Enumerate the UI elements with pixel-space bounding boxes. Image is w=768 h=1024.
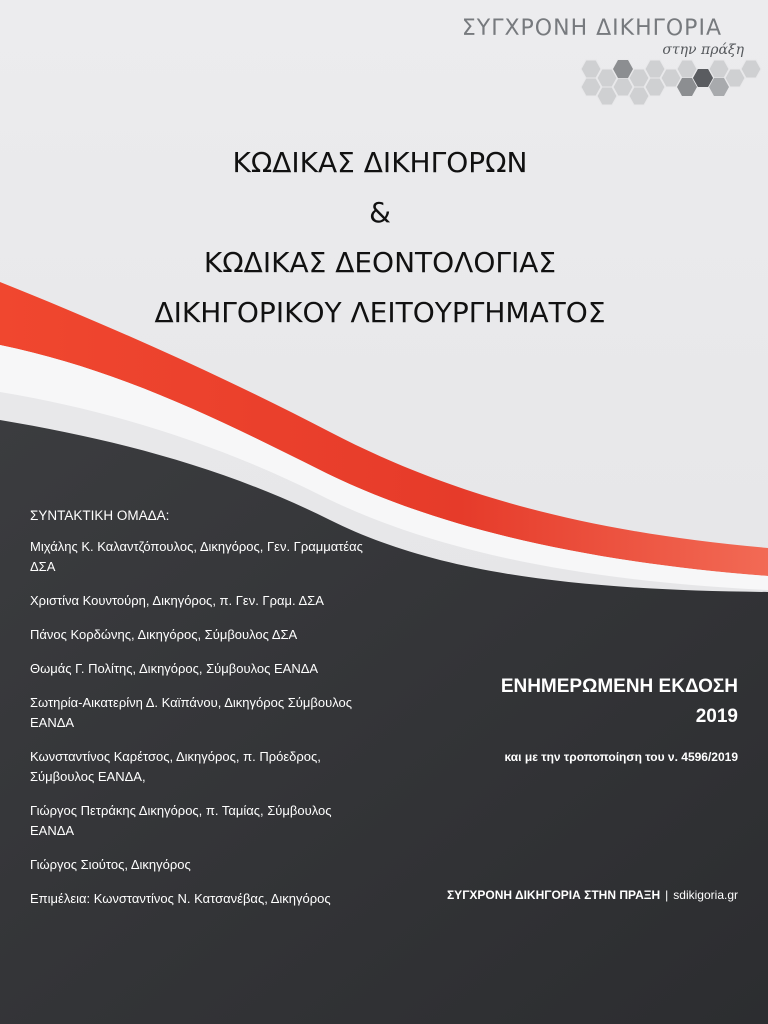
team-member: Θωμάς Γ. Πολίτης, Δικηγόρος, Σύμβουλος ΕΑΝΔΑ [30,661,319,676]
footer-separator: | [665,888,669,902]
logo-title: ΣΥΓΧΡΟΝΗ ΔΙΚΗΓΟΡΙΑ [461,16,722,41]
footer-brand: ΣΥΓΧΡΟΝΗ ΔΙΚΗΓΟΡΙΑ ΣΤΗΝ ΠΡΑΞΗ [446,888,661,902]
edition-label: ΕΝΗΜΕΡΩΜΕΝΗ ΕΚΔΟΣΗ [500,676,738,697]
team-member: Επιμέλεια: Κωνσταντίνος Ν. Κατσανέβας, Δικηγόρος [30,891,331,906]
edition-info [501,672,738,732]
edition-year: 2019 [695,706,738,727]
footer-website-link[interactable]: sdikigoria.gr [673,888,738,902]
amendment-note: και με την τροποποίηση του ν. 4596/2019 [504,750,738,764]
team-member: Χριστίνα Κουντούρη, Δικηγόρος, π. Γεν. Γραμ. ΔΣΑ [30,593,324,608]
team-heading: ΣΥΝΤΑΚΤΙΚΗ ΟΜΑΔΑ: [30,508,170,523]
document-title [0,138,760,338]
title-line-3: ΚΩΔΙΚΑΣ ΔΕΟΝΤΟΛΟΓΙΑΣ [203,246,557,279]
hexagon-pattern-icon [572,56,762,112]
team-member: Γιώργος Πετράκης Δικηγόρος, π. Ταμίας, Σύμβουλος ΕΑΝΔΑ [30,803,332,838]
title-ampersand: & [369,196,391,229]
team-member: Μιχάλης Κ. Καλαντζόπουλος, Δικηγόρος, Γεν. Γραμματέας ΔΣΑ [30,539,363,574]
publisher-footer [447,888,738,902]
logo-subtitle: στην πράξη [662,42,744,58]
title-line-1: ΚΩΔΙΚΑΣ ΔΙΚΗΓΟΡΩΝ [232,146,528,179]
editorial-team [30,508,370,923]
team-member: Γιώργος Σιούτος, Δικηγόρος [30,857,191,872]
team-member: Κωνσταντίνος Καρέτσος, Δικηγόρος, π. Πρόεδρος, Σύμβουλος ΕΑΝΔΑ, [30,749,321,784]
team-member: Σωτηρία-Αικατερίνη Δ. Καϊπάνου, Δικηγόρος Σύμβουλος ΕΑΝΔΑ [30,695,353,730]
publisher-logo [461,8,762,108]
title-line-4: ΔΙΚΗΓΟΡΙΚΟΥ ΛΕΙΤΟΥΡΓΗΜΑΤΟΣ [154,296,606,329]
team-member: Πάνος Κορδώνης, Δικηγόρος, Σύμβουλος ΔΣΑ [30,627,298,642]
